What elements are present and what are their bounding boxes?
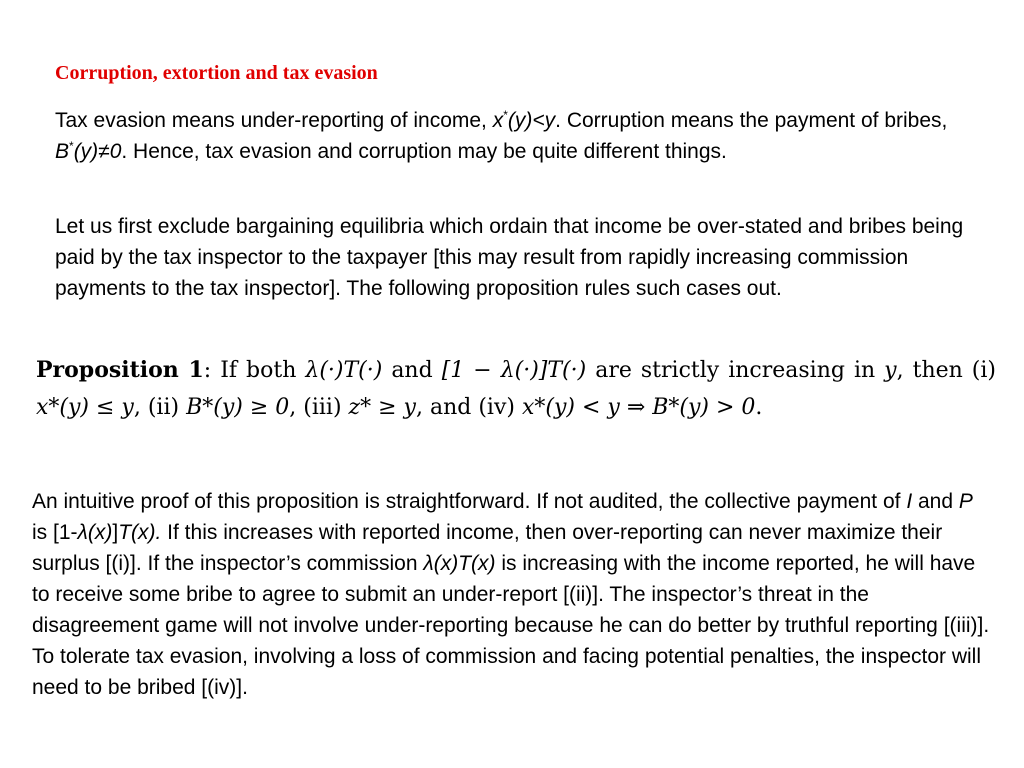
- math-lambda-x: λ(x): [77, 521, 113, 544]
- text-run: .: [755, 395, 763, 420]
- paragraph-exclude-bargaining: Let us first exclude bargaining equilibria which ordain that income be over-stated and bribes being paid by the tax inspector to the taxpayer [this may result from rapidly increasing commission payments to the tax inspector]. The following proposition rules such cases out.: [55, 215, 964, 300]
- text-run: , and (iv): [415, 395, 522, 420]
- math-expr: x*(y) ≤ y: [36, 395, 134, 420]
- text-run: If this increases with reported income, then over-reporting can never maximize their surplus [(i)]. If the inspector’s commission: [32, 521, 943, 575]
- text-run: . Corruption means the payment of bribes,: [555, 109, 948, 132]
- text-run: :: [203, 358, 221, 383]
- math-t-x: T(x).: [118, 521, 162, 544]
- text-run: and: [912, 490, 959, 513]
- math-star: *: [503, 108, 508, 122]
- text-run: , (iii): [289, 395, 349, 420]
- text-run: . Hence, tax evasion and corruption may be quite different things.: [121, 140, 727, 163]
- paragraph-intuitive-proof: [32, 486, 992, 703]
- text-run: is increasing with the income reported, he will have to receive some bribe to agree to submit an under-report [(ii)]. The inspector’s threat in the disagreement game will not involve under-reporting because he can do better by truthful reporting [(iii)]. To tolerate tax evasion, involving a loss of commission and facing potential penalties, the inspector will need to be bribed [(iv)].: [32, 552, 990, 699]
- math-expr: λ(·)T(·): [305, 358, 383, 383]
- text-run: ]: [112, 521, 119, 544]
- math-expr: y: [884, 358, 897, 383]
- text-run: is [1-: [32, 521, 78, 544]
- text-run: If both: [220, 358, 306, 383]
- math-b-neq-0: (y)≠0: [73, 140, 122, 163]
- math-b: B: [55, 140, 70, 163]
- text-run: and: [382, 358, 442, 383]
- math-expr: B*(y) ≥ 0: [186, 395, 290, 420]
- math-x-lt-y: (y)<y: [507, 109, 556, 132]
- text-run: , then (i): [896, 358, 997, 383]
- text-run: An intuitive proof of this proposition is straightforward. If not audited, the collective payment of: [32, 490, 907, 513]
- text-run: are strictly increasing in: [586, 358, 885, 383]
- math-expr: [1 − λ(·)]T(·): [441, 358, 587, 383]
- paragraph-tax-evasion-definition: [55, 105, 955, 167]
- math-commission: λ(x)T(x): [423, 552, 496, 575]
- math-expr: x*(y) < y ⇒ B*(y) > 0: [521, 395, 756, 420]
- proposition-block: [36, 352, 996, 426]
- math-i: I: [906, 490, 913, 513]
- math-p: P: [958, 490, 973, 513]
- proposition-label: Proposition 1: [36, 357, 204, 383]
- math-star: *: [69, 139, 74, 153]
- text-run: , (ii): [133, 395, 187, 420]
- text-run: Tax evasion means under-reporting of income,: [55, 109, 493, 132]
- section-heading: Corruption, extortion and tax evasion: [55, 62, 378, 84]
- math-x: x: [492, 109, 504, 132]
- math-expr: z* ≥ y: [348, 395, 416, 420]
